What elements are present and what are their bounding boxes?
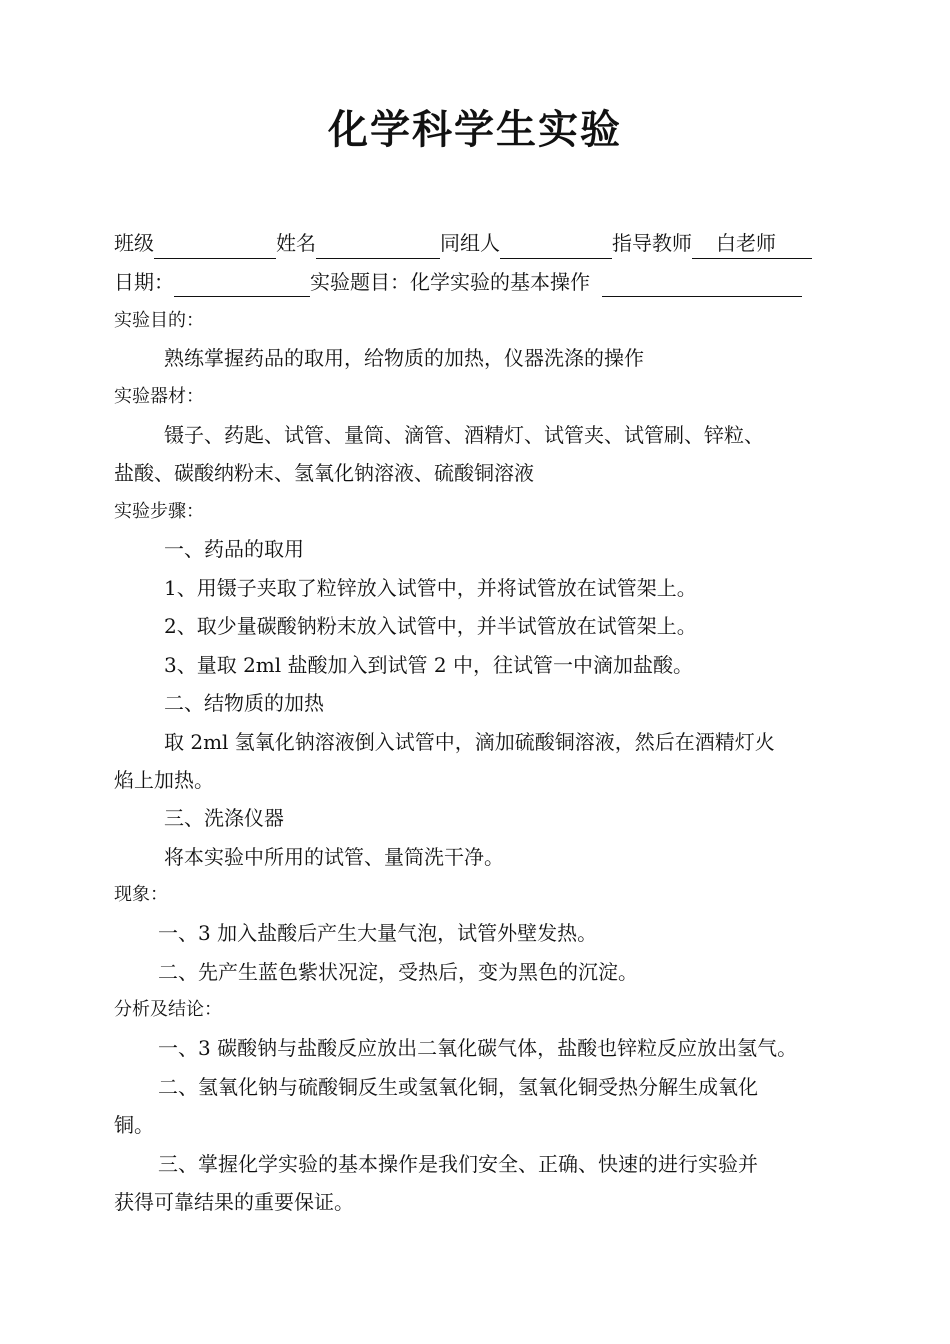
group-label: 同组人 (440, 231, 500, 255)
info-row-2 (114, 267, 844, 297)
step-2-line-2: 焰上加热。 (114, 768, 214, 792)
conclusion-1: 一、3 碳酸钠与盐酸反应放出二氧化碳气体，盐酸也锌粒反应放出氢气。 (158, 1036, 798, 1060)
topic-blank (602, 272, 802, 297)
step-1-1: 1、用镊子夹取了粒锌放入试管中，并将试管放在试管架上。 (164, 576, 697, 600)
conclusion-heading: 分析及结论： (114, 999, 222, 1020)
steps-heading: 实验步骤： (114, 501, 204, 522)
step-3-text: 将本实验中所用的试管、量筒洗干净。 (164, 845, 504, 869)
step-section-2-title: 二、结物质的加热 (164, 691, 324, 715)
class-label: 班级 (114, 231, 154, 255)
date-label: 日期： (114, 270, 174, 294)
group-blank (500, 234, 612, 259)
step-section-3-title: 三、洗涤仪器 (164, 806, 284, 830)
info-row-1 (114, 228, 844, 259)
phenomenon-2: 二、先产生蓝色紫状况淀，受热后，变为黑色的沉淀。 (158, 960, 638, 984)
topic-label: 实验题目： (310, 270, 410, 294)
conclusion-2-line-1: 二、氢氧化钠与硫酸铜反生或氢氧化铜，氢氧化铜受热分解生成氧化 (158, 1075, 758, 1099)
step-2-line-1: 取 2ml 氢氧化钠溶液倒入试管中，滴加硫酸铜溶液，然后在酒精灯火 (164, 730, 775, 754)
step-1-3: 3、量取 2ml 盐酸加入到试管 2 中，往试管一中滴加盐酸。 (164, 653, 693, 677)
phenomena-heading: 现象： (114, 884, 168, 905)
topic-value: 化学实验的基本操作 (410, 270, 590, 294)
equipment-line-1: 镊子、药匙、试管、量筒、滴管、酒精灯、试管夹、试管刷、锌粒、 (164, 423, 764, 447)
step-1-2: 2、取少量碳酸钠粉末放入试管中，并半试管放在试管架上。 (164, 614, 697, 638)
equipment-heading: 实验器材： (114, 386, 204, 407)
purpose-text: 熟练掌握药品的取用，给物质的加热，仪器洗涤的操作 (164, 346, 644, 370)
teacher-label: 指导教师 (612, 231, 692, 255)
equipment-line-2: 盐酸、碳酸纳粉末、氢氧化钠溶液、硫酸铜溶液 (114, 461, 534, 485)
conclusion-3-line-1: 三、掌握化学实验的基本操作是我们安全、正确、快速的进行实验并 (158, 1152, 758, 1176)
phenomenon-1: 一、3 加入盐酸后产生大量气泡，试管外壁发热。 (158, 921, 598, 945)
conclusion-3-line-2: 获得可靠结果的重要保证。 (114, 1190, 354, 1214)
document-title: 化学科学生实验 (328, 107, 622, 153)
class-blank (154, 234, 276, 259)
name-label: 姓名 (276, 231, 316, 255)
teacher-value: 白老师 (692, 228, 812, 259)
conclusion-2-line-2: 铜。 (114, 1113, 154, 1137)
date-blank (174, 272, 310, 297)
name-blank (316, 234, 440, 259)
purpose-heading: 实验目的： (114, 310, 204, 331)
step-section-1-title: 一、药品的取用 (164, 537, 304, 561)
